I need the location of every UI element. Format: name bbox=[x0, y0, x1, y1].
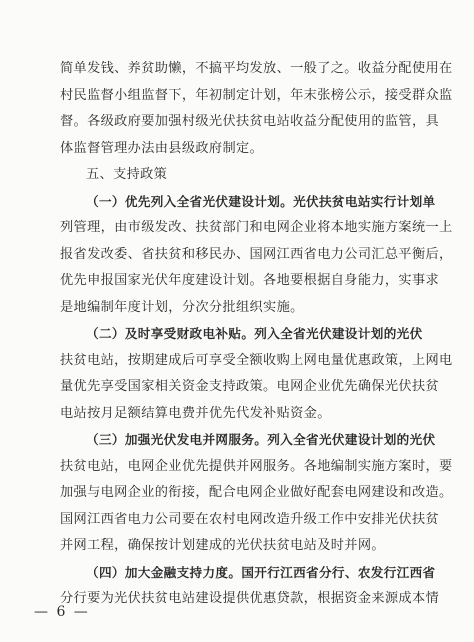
body-line: 列管理，由市级发改、扶贫部门和电网企业将本地实施方案统一上 bbox=[60, 220, 453, 235]
subsection-heading-line: （一）优先列入全省光伏建设计划。光伏扶贫电站实行计划单 bbox=[86, 193, 436, 209]
subsection-heading-line: （二）及时享受财政电补贴。列入全省光伏建设计划的光伏 bbox=[86, 326, 423, 341]
subsection-heading-line: （四）加大金融支持力度。国开行江西省分行、农发行江西省 bbox=[86, 564, 436, 580]
body-line: 分行要为光伏扶贫电站建设提供优惠贷款，根据资金来源成本情 bbox=[60, 591, 440, 606]
body-line: 体监督管理办法由县级政府制定。 bbox=[60, 140, 264, 156]
body-line: 电站按月足额结算电费并优先代发补贴资金。 bbox=[60, 405, 331, 421]
body-line: 是地编制年度计划，分次分批组织实施。 bbox=[60, 299, 304, 315]
body-line: 国网江西省电力公司要在农村电网改造升级工作中安排光伏扶贫 bbox=[60, 511, 440, 527]
body-line: 扶贫电站，电网企业优先提供并网服务。各地编制实施方案时，要 bbox=[60, 458, 453, 474]
body-line: 优先申报国家光伏年度建设计划。各地要根据自身能力，实事求 bbox=[60, 273, 440, 288]
body-line: 督。各级政府要加强村级光伏扶贫电站收益分配使用的监管，具 bbox=[60, 114, 440, 129]
body-line: 加强与电网企业的衔接，配合电网企业做好配套电网建设和改造。 bbox=[60, 485, 453, 500]
body-line: 并网工程，确保按计划建成的光伏扶贫电站及时并网。 bbox=[60, 538, 385, 553]
body-line: 村民监督小组监督下，年初制定计划，年末张榜公示，接受群众监 bbox=[60, 87, 453, 103]
body-line: 量优先享受国家相关资金支持政策。电网企业优先确保光伏扶贫 bbox=[60, 379, 440, 394]
section-heading: 五、支持政策 bbox=[86, 167, 168, 182]
page-number: — 6 — bbox=[34, 604, 90, 620]
body-line: 简单发钱、养贫助懒，不搞平均发放、一般了之。收益分配使用在 bbox=[60, 61, 453, 76]
body-line: 报省发改委、省扶贫和移民办、国网江西省电力公司汇总平衡后， bbox=[60, 246, 453, 262]
body-line: 扶贫电站，按期建成后可享受全额收购上网电量优惠政策，上网电 bbox=[60, 352, 453, 368]
subsection-heading-line: （三）加强光伏发电并网服务。列入全省光伏建设计划的光伏 bbox=[86, 432, 436, 447]
